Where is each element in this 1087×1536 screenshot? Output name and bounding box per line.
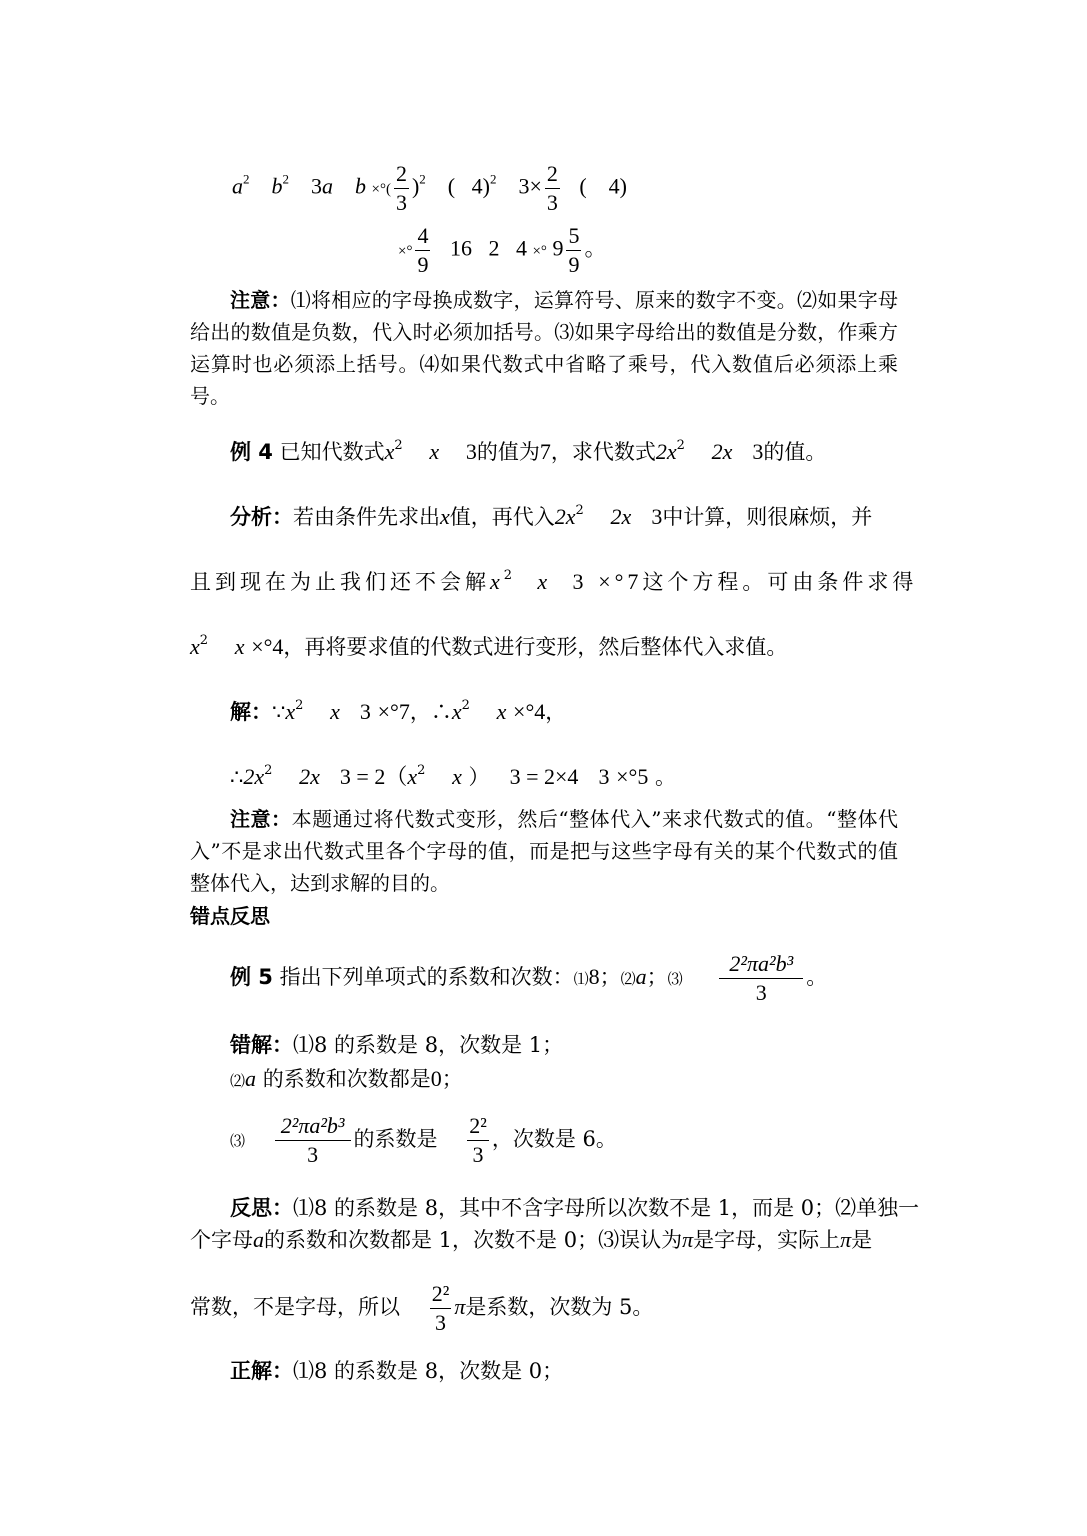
- text: ⑴8 的系数是 8，次数是 0；: [293, 1359, 564, 1383]
- reflect-line-1: [230, 1195, 920, 1221]
- separator: ；: [646, 965, 668, 989]
- period: 。: [806, 965, 828, 989]
- pi-symbol: π: [840, 1227, 852, 1252]
- example-5: [230, 950, 890, 1014]
- text: 已知代数式: [279, 440, 385, 464]
- item-marker: ⑶: [667, 970, 683, 988]
- number: 3: [752, 439, 764, 464]
- denominator: 9: [417, 252, 429, 277]
- analysis-label: 分析：: [230, 505, 293, 529]
- number: 3×: [518, 173, 542, 199]
- var-x: x: [234, 634, 245, 659]
- example-label: 例 5: [230, 965, 273, 989]
- equation-line-1: [232, 160, 752, 216]
- fraction: [394, 160, 409, 217]
- var-x: x: [190, 634, 200, 659]
- denominator: 3: [472, 1142, 484, 1167]
- exponent: 2: [461, 698, 470, 713]
- text: 值，再代入: [449, 505, 555, 529]
- var-x: x: [429, 439, 440, 464]
- note-label: 注意：: [230, 288, 291, 312]
- monomial-fraction: [275, 1112, 351, 1169]
- denominator: 3: [395, 190, 407, 215]
- pi-symbol: π: [682, 1227, 694, 1252]
- denominator: 9: [568, 252, 580, 277]
- expression: 3 = 2×4: [509, 764, 579, 789]
- equals-seven: ×°7: [598, 569, 643, 594]
- equation-line-2: [398, 222, 698, 278]
- solution-label: 解：: [230, 700, 272, 724]
- exponent: 2: [503, 568, 517, 583]
- equals-four: ×°4: [513, 699, 546, 724]
- item-marker: ⑶: [230, 1132, 246, 1150]
- number: 4): [471, 173, 490, 199]
- exponent: 2: [417, 763, 426, 778]
- period: 。: [584, 235, 607, 261]
- text: ，次数是 6。: [491, 1127, 617, 1151]
- separator: ；: [441, 1067, 463, 1091]
- numerator: 5: [566, 222, 581, 251]
- note-text: 本题通过将代数式变形，然后“整体代入”来求代数式的值。“整体代入”不是求出代数式里各个字母的值，而是把与这些字母有关的某个代数式的值整体代入，达到求解的目的。: [190, 807, 898, 895]
- text: ⑴8 的系数是 8，其中不含字母所以次数不是 1，而是 0；⑵单独一: [293, 1196, 920, 1220]
- number: 9: [552, 235, 564, 261]
- var-a: a: [322, 173, 333, 199]
- example-4: [230, 433, 890, 465]
- var-x: x: [285, 699, 296, 724]
- var-x: x: [537, 569, 552, 594]
- reflect-label: 反思：: [230, 1196, 293, 1220]
- example-label: 例 4: [230, 440, 273, 464]
- number: 3: [465, 439, 477, 464]
- exponent: 2: [264, 763, 273, 778]
- fraction: [415, 222, 430, 279]
- text: 的值。: [763, 440, 827, 464]
- text: 常数，不是字母，所以: [190, 1295, 400, 1319]
- exponent: 2: [282, 171, 289, 187]
- var-b: b: [271, 173, 283, 199]
- number: 3: [598, 764, 610, 789]
- note-paragraph-1: [190, 284, 898, 412]
- item-marker: ⑴: [573, 970, 589, 988]
- wrong-label: 错解：: [230, 1033, 293, 1057]
- wrong-line-1: [230, 1032, 1087, 1058]
- var-x: x: [407, 764, 418, 789]
- number: 3: [359, 699, 371, 724]
- denominator: 3: [546, 190, 558, 215]
- analysis-line-3: [190, 628, 900, 660]
- denominator: 3: [755, 980, 767, 1005]
- paren: (: [447, 173, 456, 199]
- comma: ，: [409, 700, 431, 724]
- text: 是系数，次数为 5。: [465, 1295, 654, 1319]
- text: 指出下列单项式的系数和次数：: [279, 965, 574, 989]
- text: ⑴8 的系数是 8，次数是 1；: [293, 1033, 564, 1057]
- comma: ，: [545, 700, 567, 724]
- number: 7: [539, 439, 551, 464]
- symbol: ×°(: [371, 181, 391, 198]
- paren: ）: [468, 765, 490, 789]
- exponent: 2: [419, 171, 426, 187]
- correct-line-1: [230, 1358, 1087, 1384]
- fraction: [545, 160, 560, 217]
- text: 是: [851, 1228, 873, 1252]
- number: 4: [515, 235, 527, 261]
- because-symbol: ∵: [272, 700, 286, 724]
- var-a: a: [232, 173, 243, 199]
- text: 的系数和次数都是: [262, 1067, 431, 1091]
- therefore-symbol: ∴: [430, 700, 452, 724]
- solution-line-1: [230, 693, 890, 725]
- expression: 2x: [243, 764, 265, 789]
- symbol: ×°: [532, 243, 547, 260]
- var-x: x: [384, 439, 395, 464]
- number: 3: [572, 569, 588, 594]
- reflect-line-2: [190, 1227, 900, 1253]
- exponent: 2: [394, 438, 403, 453]
- number: 3: [311, 173, 322, 199]
- number: 8: [588, 964, 600, 989]
- exponent: 2: [676, 438, 685, 453]
- note-paragraph-2: [190, 803, 898, 899]
- text: 若由条件先求出: [293, 505, 440, 529]
- equals-five: ×°5: [616, 764, 649, 789]
- coefficient-fraction: [467, 1112, 489, 1169]
- paren: ): [411, 173, 420, 199]
- note-text: ⑴将相应的字母换成数字，运算符号、原来的数字不变。⑵如果字母给出的数值是负数，代入时必须加括号。⑶如果字母给出的数值是分数，作乘方运算时也必须添上括号。⑷如果代数式中省略了乘号，代入数值后必须添上乘号。: [190, 288, 898, 408]
- number: 0: [430, 1066, 442, 1091]
- text: ，再将要求值的代数式进行变形，然后整体代入求值。: [283, 635, 788, 659]
- section-title: 错点反思: [190, 904, 270, 928]
- exponent: 2: [199, 633, 209, 648]
- numerator: 4: [415, 222, 430, 251]
- var-a: a: [245, 1066, 257, 1091]
- separator: ；: [599, 965, 621, 989]
- equals-seven: ×°7: [377, 699, 410, 724]
- period: 。: [655, 765, 677, 789]
- numerator: 2²πa²b³: [719, 950, 803, 979]
- wrong-line-2: [230, 1066, 1087, 1094]
- text: 是字母，实际上: [693, 1228, 841, 1252]
- reflect-line-3: [190, 1280, 900, 1344]
- numerator: 2: [394, 160, 409, 189]
- expression: 2x: [299, 764, 320, 789]
- numerator: 2²: [430, 1280, 452, 1309]
- fraction: [566, 222, 581, 279]
- var-b: b: [355, 173, 366, 199]
- note-label: 注意：: [230, 807, 292, 831]
- expression: 2x: [554, 504, 576, 529]
- var-x: x: [451, 699, 462, 724]
- symbol: ×°: [398, 243, 413, 260]
- coefficient-fraction: [430, 1280, 452, 1337]
- var-x: x: [452, 764, 462, 789]
- text: 这个方程。可由条件求得: [642, 570, 918, 594]
- exponent: 2: [489, 171, 497, 187]
- expression: 2x: [655, 439, 677, 464]
- exponent: 2: [575, 503, 584, 518]
- denominator: 3: [307, 1142, 319, 1167]
- item-marker: ⑵: [620, 970, 636, 988]
- text: 的值为: [476, 440, 540, 464]
- var-x: x: [490, 569, 504, 594]
- denominator: 3: [435, 1310, 446, 1335]
- number: 3: [651, 504, 663, 529]
- var-x: x: [440, 504, 450, 529]
- item-marker: ⑵: [230, 1072, 246, 1090]
- paren-group: ( 4): [579, 173, 628, 199]
- text: ，求代数式: [550, 440, 656, 464]
- var-x: x: [496, 699, 507, 724]
- text: 中计算，则很麻烦，并: [662, 505, 873, 529]
- monomial-fraction: [719, 950, 803, 1007]
- wrong-line-3: [230, 1112, 1087, 1176]
- analysis-line-2: [190, 563, 918, 595]
- var-a: a: [253, 1227, 264, 1252]
- solution-line-2: [230, 758, 890, 790]
- pi-symbol: π: [454, 1294, 466, 1319]
- therefore-symbol: ∴: [230, 765, 244, 789]
- exponent: 2: [243, 171, 250, 187]
- numerator: 2²πa²b³: [275, 1112, 351, 1141]
- text: 的系数是: [353, 1127, 438, 1151]
- equals-four: ×°4: [251, 634, 284, 659]
- var-x: x: [330, 699, 340, 724]
- text: 的系数和次数都是 1，次数不是 0；⑶误认为: [264, 1228, 683, 1252]
- expression: 2x: [610, 504, 632, 529]
- number: 16: [449, 235, 472, 261]
- number: 2: [488, 235, 500, 261]
- exponent: 2: [295, 698, 304, 713]
- analysis-line-1: [230, 498, 900, 530]
- correct-label: 正解：: [230, 1359, 293, 1383]
- text: 且到现在为止我们还不会解: [190, 570, 490, 594]
- numerator: 2²: [467, 1112, 489, 1141]
- var-a: a: [635, 964, 647, 989]
- expression: 2x: [711, 439, 733, 464]
- numerator: 2: [545, 160, 560, 189]
- expression: 3 = 2（: [339, 764, 408, 789]
- text: 个字母: [190, 1228, 253, 1252]
